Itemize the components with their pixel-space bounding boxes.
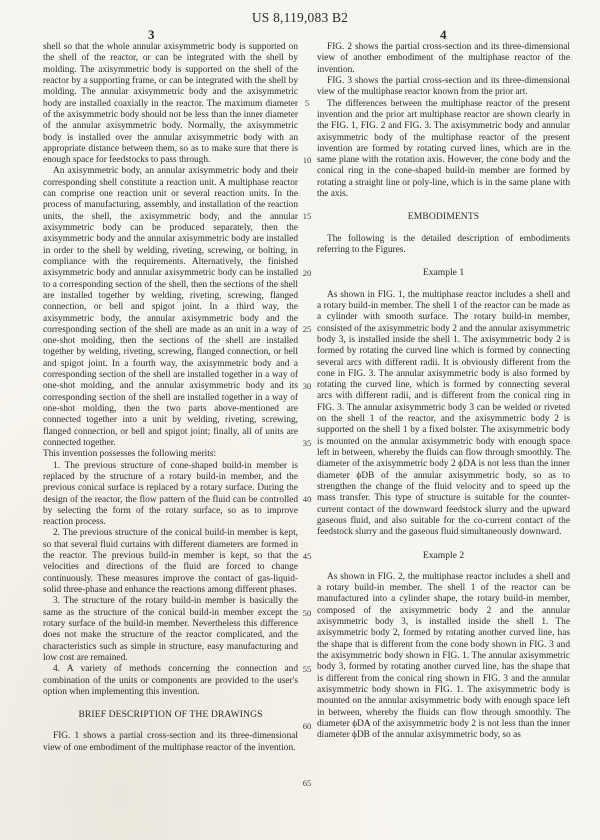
- column-number-left: 3: [148, 27, 155, 42]
- merit-item: 4. A variety of methods concerning the connection and combination of the units or components are provided to the user's option when implementing this invention.: [43, 664, 298, 697]
- line-number: 50: [302, 608, 312, 618]
- line-number: 40: [302, 494, 312, 504]
- left-text-column: [43, 42, 298, 754]
- paragraph: FIG. 1 shows a partial cross-section and its three-dimensional view of one embodiment of the multiphase reactor of the invention.: [43, 731, 298, 753]
- line-number: 45: [302, 551, 312, 561]
- merit-item: 2. The previous structure of the conical build-in member is kept, so that several fluid curtains with different diameters are formed in the reactor. The previous build-in member is kept, so that the velocities and directions of the fluid are forced to change continuously. These measures improve the contact of gas-liquid-solid three-phase and enhance the reactions among different phases.: [43, 528, 298, 595]
- paragraph: This invention possesses the following merits:: [43, 449, 217, 460]
- example-2-heading: Example 2: [422, 549, 465, 561]
- paragraph: The differences between the multiphase reactor of the present invention and the prior art multiphase reactor are shown clearly in the FIG. 1, FIG. 2 and FIG. 3. The axisymmetric body and annular axisymmetric body of the multiphase reactor of the present invention are formed by rotating curved lines, which are in the same plane with the rotation axis. However, the cone body and the conical ring in the cone-shaped build-in member are formed by rotating a straight line or poly-line, which is in the same plane with the axis.: [317, 98, 570, 200]
- paragraph: FIG. 2 shows the partial cross-section and its three-dimensional view of another embodiment of the multiphase reactor of the invention.: [317, 42, 570, 75]
- section-heading-embodiments: EMBODIMENTS: [407, 211, 480, 223]
- line-number: 25: [302, 324, 312, 334]
- paragraph: The following is the detailed description of embodiments referring to the Figures.: [317, 233, 570, 255]
- paragraph: FIG. 3 shows the partial cross-section and its three-dimensional view of the multiphase reactor known from the prior art.: [317, 75, 570, 98]
- line-number: 65: [302, 778, 312, 788]
- example-2-text: As shown in FIG. 2, the multiphase reactor includes a shell and a rotary build-in member. The shell 1 of the reactor can be manufactured into a cylinder shape, the rotary build-in member, composed of the axisymmetric body 2 and the annular axisymmetric body 3, is installed inside the shell 1. The axisymmetric body 2, formed by rotating another curved line, has the shape that is different from the cone body shown in FIG. 3 and the axisymmetric body shown in FIG. 1. The annular axisymmetric body 3, formed by rotating another curved line, has the shape that is different from the conical ring shown in FIG. 3 and the annular axisymmetric body shown in FIG. 1. The axisymmetric body is mounted on the annular axisymmetric body with enough space left in between, whereby the fluids can flow through smoothly. The diameter ϕDA of the axisymmetric body 2 is not less than the inner diameter ϕDB of the annular axisymmetric body, so as: [317, 571, 570, 741]
- patent-number: US 8,119,083 B2: [251, 10, 349, 25]
- line-number: 20: [302, 268, 312, 278]
- merit-item: 3. The structure of the rotary build-in member is basically the same as the structure of the conical build-in member except the rotary surface of the build-in member. Nevertheless this difference does not make the structure of the reactor complicated, and the characteristics such as simple in structure, easy manufacturing and low cost are remained.: [43, 596, 298, 663]
- section-heading-drawings: BRIEF DESCRIPTION OF THE DRAWINGS: [78, 709, 263, 721]
- paragraph: An axisymmetric body, an annular axisymmetric body and their corresponding shell constitute a reaction unit. A multiphase reactor can comprise one reaction unit or several reaction units. In the process of manufacturing, assembly, and installation of the reaction units, the shell, the axisymmetric body, and the annular axisymmetric body can be produced separately, then the axisymmetric body and the annular axisymmetric body are installed in order to the shell by welding, riveting, screwing, or bolting, in compliance with the requirements. Alternatively, the finished axisymmetric body and annular axisymmetric body can be installed to a corresponding section of the shell, then the sections of the shell are installed together by welding, riveting, screwing, flanged connection, or bell and spigot joint. In a third way, the axisymmetric body, the annular axisymmetric body and the corresponding section of the shell are made as an unit in a way of one-shot molding, then the sections of the shell are installed together by welding, riveting, screwing, flanged connection, or bell and spigot joint. In a fourth way, the axisymmetric body and a corresponding section of the shell are installed together in a way of one-shot molding, and the annular axisymmetric body and its corresponding section of the shell are installed together in a way of one-shot molding, then the two parts above-mentioned are connected together into a unit by welding, riveting, screwing, flanged connection, or bell and spigot joint; finally, all of units are connected together.: [43, 166, 298, 448]
- right-text-column: [317, 42, 570, 742]
- column-number-right: 4: [440, 27, 447, 42]
- merit-item: 1. The previous structure of cone-shaped build-in member is replaced by the structure of a rotary build-in member, and the previous conical surface is replaced by a rotary surface. During the design of the reactor, the flow pattern of the fluid can be controlled by selecting the form of the rotary surface, so as to improve reaction process.: [43, 460, 298, 528]
- line-number: 60: [302, 721, 312, 731]
- line-number: 5: [304, 98, 310, 108]
- line-number: 15: [302, 211, 312, 221]
- line-number: 30: [302, 381, 312, 391]
- example-1-heading: Example 1: [422, 267, 465, 279]
- line-number: 35: [302, 438, 312, 448]
- line-number: 55: [302, 664, 312, 674]
- paragraph: shell so that the whole annular axisymmetric body is supported on the shell of the reactor, or can be integrated with the shell by molding. The axisymmetric body is supported on the shell of the reactor by a supporting frame, or can be integrated with the shell by molding. The annular axisymmetric body and the axisymmetric body are installed coaxially in the reactor. The maximum diameter of the axisymmetric body should not be less than the inner diameter of the annular axisymmetric body. Normally, the axisymmetric body is installed over the annular axisymmetric body with an appropriate distance between them, so as to make sure that there is enough space for feedstocks to pass through.: [43, 42, 298, 166]
- line-number: 10: [302, 155, 312, 165]
- example-1-text: As shown in FIG. 1, the multiphase reactor includes a shell and a rotary build-in member. The shell 1 of the reactor can be made as a cylinder with smooth surface. The rotary build-in member, consisted of the axisymmetric body 2 and the annular axisymmetric body 3, is installed inside the shell 1. The axisymmetric body 2 is formed by rotating the curved line which is formed by connecting several arcs with different radii. It is obviously different from the cone in FIG. 3. The annular axisymmetric body is also formed by rotating the curved line, which is formed by connecting several arcs with different radii, and is different from the conical ring in FIG. 3. The annular axisymmetric body 3 can be welded or riveted on the shell 1 of the reactor, and the axisymmetric body 2 is supported on the shell 1 by a fixed bolster. The axisymmetric body is mounted on the annular axisymmetric body with enough space left in between, whereby the fluids can flow through smoothly. The diameter of the axisymmetric body 2 ϕDA is not less than the inner diameter ϕDB of the annular axisymmetric body, so as to strengthen the change of the fluid velocity and to speed up the mass transfer. This type of structure is suitable for the counter-current contact of the downward feedstock slurry and the upward gaseous fluid, and also suitable for the co-current contact of the feedstock slurry and the gaseous fluid simultaneously downward.: [317, 289, 570, 538]
